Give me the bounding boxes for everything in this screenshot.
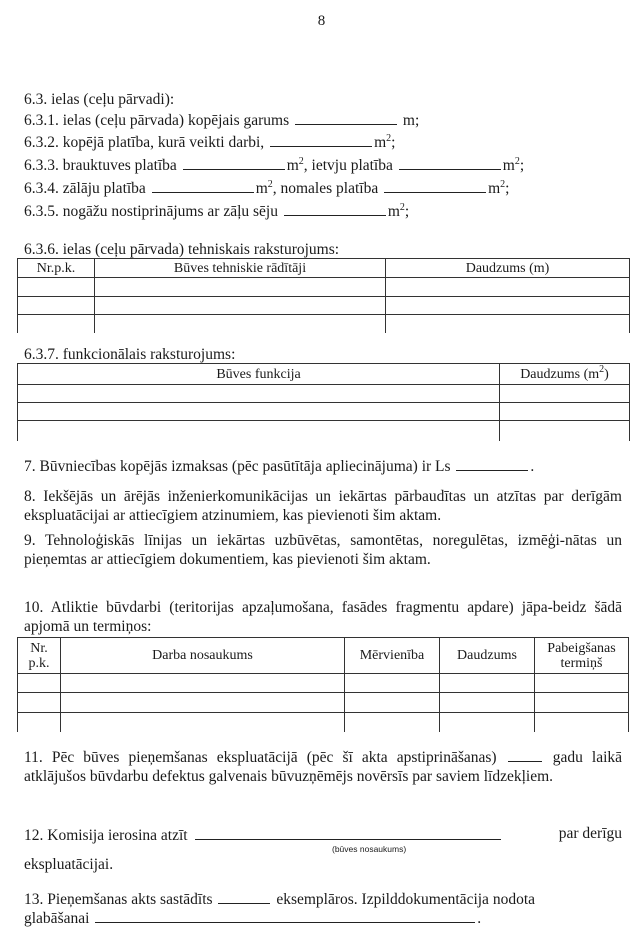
- unit: m: [286, 157, 299, 174]
- lawn-area-field[interactable]: [152, 178, 254, 193]
- item-6-3-5: [24, 201, 409, 221]
- total-cost-field[interactable]: [456, 456, 528, 471]
- unit: m: [488, 180, 501, 197]
- cell[interactable]: [386, 315, 630, 333]
- cell[interactable]: [386, 278, 630, 297]
- paragraph-text: glabāšanai: [24, 910, 90, 927]
- header-quantity: Daudzums: [440, 638, 535, 674]
- table-header-row: [18, 364, 630, 385]
- item-label-2: , ietvju platība: [303, 157, 393, 174]
- table-header-row: [18, 259, 630, 278]
- paragraph-12: [24, 825, 622, 845]
- item-label: 6.3.3. brauktuves platība: [24, 157, 177, 174]
- table-row: [18, 278, 630, 297]
- cell[interactable]: [61, 674, 345, 693]
- cell[interactable]: [18, 315, 95, 333]
- header-deadline: Pabeigšanas termiņš: [535, 638, 629, 674]
- unit-exponent: 2: [514, 156, 520, 167]
- cell[interactable]: [18, 385, 500, 403]
- table-row: [18, 713, 629, 732]
- header-nr: Nr.p.k.: [18, 259, 95, 278]
- cell[interactable]: [18, 421, 500, 441]
- punct: .: [477, 910, 482, 927]
- building-name-field[interactable]: [195, 825, 501, 840]
- table-row: [18, 403, 630, 421]
- table-row: [18, 421, 630, 441]
- header-nr: Nr. p.k.: [18, 638, 61, 674]
- paragraph-7: [24, 456, 534, 476]
- cell[interactable]: [18, 713, 61, 732]
- header-work-name: Darba nosaukums: [61, 638, 345, 674]
- punct: .: [530, 458, 535, 475]
- header-text-end: ): [604, 366, 609, 382]
- header-unit: Mērvienība: [345, 638, 440, 674]
- item-6-3-7-label: 6.3.7. funkcionālais raksturojums:: [24, 346, 236, 363]
- section-6-3-heading: 6.3. ielas (ceļu pārvadi):: [24, 91, 175, 108]
- header-text: Daudzums (m: [520, 366, 600, 382]
- cell[interactable]: [18, 674, 61, 693]
- paragraph-text: 7. Būvniecības kopējās izmaksas (pēc pasūtītāja apliecinājuma) ir Ls: [24, 458, 451, 475]
- slope-reinforcement-field[interactable]: [284, 201, 386, 216]
- functional-characteristics-table: [17, 363, 630, 441]
- total-area-field[interactable]: [270, 132, 372, 147]
- paragraph-8: 8. Iekšējās un ārējās inženierkomunikācijas un iekārtas pārbaudītas un atzītas par derīgām ekspluatācijai ar attiecīgiem atzinumiem, kas pievienoti šim aktam.: [24, 488, 622, 524]
- header-function: Būves funkcija: [18, 364, 500, 385]
- paragraph-text: 11. Pēc būves pieņemšanas ekspluatācijā (pēc šī akta apstiprināšanas): [24, 749, 497, 766]
- storage-location-field[interactable]: [95, 908, 475, 923]
- technical-characteristics-table: [17, 258, 630, 333]
- shoulder-area-field[interactable]: [384, 178, 486, 193]
- unit-exponent: 2: [386, 133, 392, 144]
- cell[interactable]: [500, 421, 630, 441]
- cell[interactable]: [386, 297, 630, 315]
- table-row: [18, 693, 629, 713]
- paragraph-12-line2: ekspluatācijai.: [24, 856, 114, 873]
- punct: ;: [519, 157, 525, 174]
- unit: m: [255, 180, 268, 197]
- paragraph-13: [24, 889, 622, 909]
- item-6-3-6-label: 6.3.6. ielas (ceļu pārvada) tehniskais raksturojums:: [24, 241, 340, 258]
- cell[interactable]: [18, 278, 95, 297]
- header-quantity: Daudzums (m): [386, 259, 630, 278]
- cell[interactable]: [500, 403, 630, 421]
- cell[interactable]: [95, 315, 386, 333]
- copies-count-field[interactable]: [218, 889, 270, 904]
- paragraph-13-line2: [24, 908, 481, 928]
- unit: m: [374, 134, 387, 151]
- item-label: 6.3.1. ielas (ceļu pārvada) kopējais garums: [24, 112, 290, 129]
- sidewalk-area-field[interactable]: [399, 155, 501, 170]
- unit: m: [502, 157, 515, 174]
- paragraph-text-2: gadu laikā atklājušos būvdarbu defektus galvenais būvuzņēmējs novērsīs par saviem līdzekļiem.: [24, 749, 623, 785]
- punct: ;: [404, 203, 410, 220]
- unit-exponent: 2: [298, 156, 304, 167]
- page-number: 8: [317, 13, 326, 29]
- cell[interactable]: [61, 713, 345, 732]
- cell[interactable]: [535, 713, 629, 732]
- cell[interactable]: [440, 693, 535, 713]
- item-6-3-2: [24, 132, 395, 152]
- cell[interactable]: [18, 297, 95, 315]
- cell[interactable]: [18, 693, 61, 713]
- cell[interactable]: [535, 693, 629, 713]
- cell[interactable]: [18, 403, 500, 421]
- unit: m: [387, 203, 400, 220]
- cell[interactable]: [345, 713, 440, 732]
- item-6-3-3: [24, 155, 524, 175]
- item-label-2: , nomales platība: [272, 180, 379, 197]
- table-row: [18, 674, 629, 693]
- cell[interactable]: [95, 297, 386, 315]
- unit: m;: [402, 112, 420, 129]
- item-label: 6.3.5. nogāžu nostiprinājums ar zāļu sēju: [24, 203, 278, 220]
- unit-exponent: 2: [399, 202, 405, 213]
- unit-exponent: 2: [500, 179, 506, 190]
- paragraph-text: 13. Pieņemšanas akts sastādīts: [24, 891, 213, 908]
- table-row: [18, 315, 630, 333]
- item-6-3-1: [24, 110, 419, 130]
- unit-exponent: 2: [599, 363, 605, 375]
- item-label: 6.3.2. kopējā platība, kurā veikti darbi,: [24, 134, 265, 151]
- paragraph-text-2: eksemplāros. Izpilddokumentācija nodota: [276, 891, 535, 908]
- table-header-row: [18, 638, 629, 674]
- cell[interactable]: [440, 713, 535, 732]
- paragraph-text: 12. Komisija ierosina atzīt: [24, 827, 188, 844]
- paragraph-11: [24, 747, 622, 786]
- item-label: 6.3.4. zālāju platība: [24, 180, 146, 197]
- item-6-3-4: [24, 178, 509, 198]
- cell[interactable]: [440, 674, 535, 693]
- carriageway-area-field[interactable]: [183, 155, 285, 170]
- table-row: [18, 297, 630, 315]
- header-indicators: Būves tehniskie rādītāji: [95, 259, 386, 278]
- cell[interactable]: [345, 674, 440, 693]
- deferred-works-table: [17, 637, 629, 732]
- cell[interactable]: [500, 385, 630, 403]
- paragraph-10: 10. Atliktie būvdarbi (teritorijas apzaļumošana, fasādes fragmentu apdare) jāpa-beidz šādā apjomā un termiņos:: [24, 599, 622, 635]
- unit-exponent: 2: [267, 179, 273, 190]
- header-quantity-m2: [500, 364, 630, 385]
- cell[interactable]: [95, 278, 386, 297]
- cell[interactable]: [535, 674, 629, 693]
- length-field[interactable]: [295, 110, 397, 125]
- warranty-years-field[interactable]: [508, 747, 542, 762]
- table-row: [18, 385, 630, 403]
- building-name-caption: (būves nosaukums): [332, 844, 407, 854]
- cell[interactable]: [61, 693, 345, 713]
- paragraph-text-2: par derīgu: [558, 825, 622, 842]
- punct: ;: [505, 180, 510, 197]
- paragraph-9: 9. Tehnoloģiskās līnijas un iekārtas uzbūvētas, samontētas, noregulētas, izmēģi-nātas un pieņemtas ar attiecīgiem dokumentiem, kas pievienoti šim aktam.: [24, 532, 622, 568]
- punct: ;: [391, 134, 396, 151]
- cell[interactable]: [345, 693, 440, 713]
